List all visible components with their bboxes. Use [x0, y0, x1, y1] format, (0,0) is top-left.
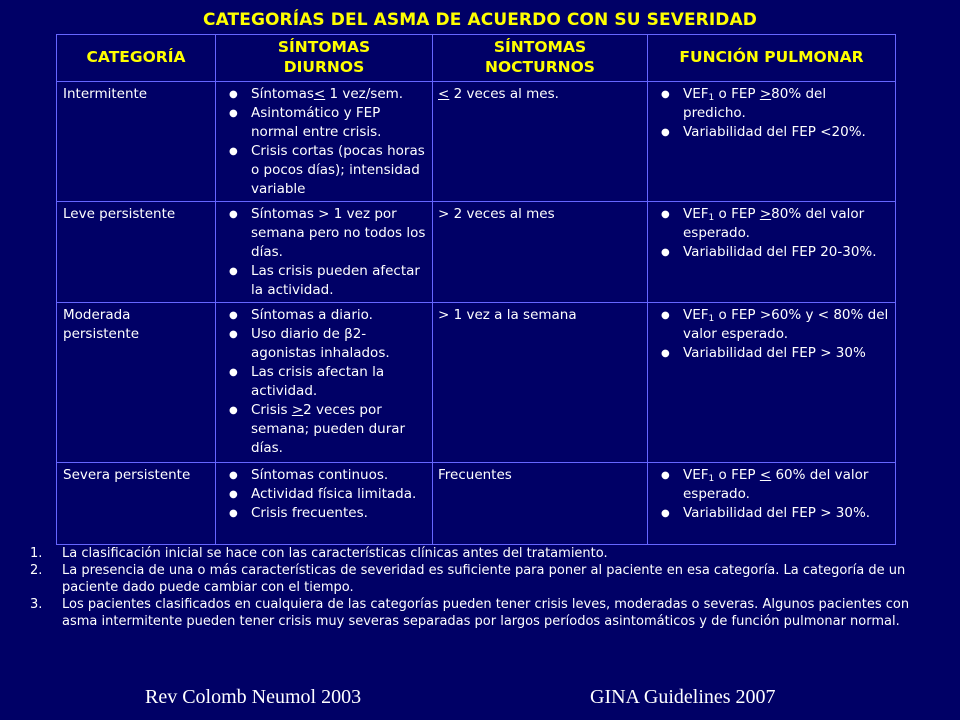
funcion-cell: [648, 202, 896, 303]
bullet-icon: ●: [229, 405, 238, 416]
footnote: 3. Los pacientes clasificados en cualquiera de las categorías pueden tener crisis leves, moderadas o severas. Algunos pacientes con asma intermitente pueden tener crisis muy severas separadas por largos períodos asintomáticos y de función pulmonar normal.: [30, 597, 910, 629]
list-item: ● Variabilidad del FEP > 30%.: [661, 505, 871, 521]
bullet-icon: ●: [229, 310, 238, 321]
list-item: ● Crisis frecuentes.: [229, 505, 368, 521]
funcion-cell: [648, 303, 896, 463]
bullet-icon: ●: [661, 508, 670, 519]
category-cell: Moderada persistente: [57, 303, 216, 463]
bullet-icon: ●: [661, 89, 670, 100]
bullet-icon: ●: [229, 266, 238, 277]
list-item: ● Asintomático y FEP normal entre crisis.: [229, 105, 382, 140]
list-item: ● Uso diario de β2-agonistas inhalados.: [229, 326, 390, 361]
category-cell: Leve persistente: [57, 202, 216, 303]
footnotes: [30, 545, 930, 630]
source-right: GINA Guidelines 2007: [590, 686, 776, 708]
bullet-icon: ●: [661, 247, 670, 258]
bullet-icon: ●: [229, 146, 238, 157]
diurnos-cell: [216, 202, 433, 303]
bullet-icon: ●: [229, 209, 238, 220]
list-item: ● Actividad física limitada.: [229, 486, 417, 502]
nocturnos-cell: > 2 veces al mes: [433, 202, 648, 303]
bullet-icon: ●: [229, 108, 238, 119]
diurnos-cell: [216, 463, 433, 545]
bullet-icon: ●: [229, 329, 238, 340]
header-diurnos: SÍNTOMAS DIURNOS: [216, 35, 433, 82]
table-row: [57, 463, 896, 545]
table-header-row: [57, 35, 896, 82]
category-cell: Intermitente: [57, 82, 216, 202]
nocturnos-cell: > 1 vez a la semana: [433, 303, 648, 463]
bullet-icon: ●: [661, 470, 670, 481]
nocturnos-cell: < 2 veces al mes.: [433, 82, 648, 202]
bullet-icon: ●: [229, 489, 238, 500]
header-funcion: FUNCIÓN PULMONAR: [648, 35, 896, 82]
bullet-icon: ●: [661, 310, 670, 321]
header-nocturnos: SÍNTOMAS NOCTURNOS: [433, 35, 648, 82]
list-item: ● Crisis cortas (pocas horas o pocos días); intensidad variable: [229, 143, 425, 197]
table-row: [57, 82, 896, 202]
table-row: [57, 303, 896, 463]
bullet-icon: ●: [661, 348, 670, 359]
nocturnos-cell: Frecuentes: [433, 463, 648, 545]
list-item: ● $VEF_1$ o FEP >60% y < 80% del valor esperado.: [661, 307, 889, 342]
list-item: ● Síntomas continuos.: [229, 467, 389, 483]
list-item: ● $VEF_1$ o FEP >80% del predicho.: [661, 86, 827, 121]
list-item: ● Las crisis pueden afectar la actividad.: [229, 263, 420, 298]
bullet-icon: ●: [229, 470, 238, 481]
source-left: Rev Colomb Neumol 2003: [145, 686, 362, 708]
funcion-cell: [648, 463, 896, 545]
footnote: 1. La clasificación inicial se hace con las características clínicas antes del tratamiento.: [30, 546, 608, 561]
list-item: ● Variabilidad del FEP > 30%: [661, 345, 866, 361]
list-item: ● Variabilidad del FEP <20%.: [661, 124, 866, 140]
list-item: ● Síntomas > 1 vez por semana pero no todos los días.: [229, 206, 426, 260]
list-item: ● Síntomas< 1 vez/sem.: [229, 86, 404, 102]
list-item: ● Crisis >2 veces por semana; pueden durar días.: [229, 402, 406, 456]
header-categoria: CATEGORÍA: [57, 35, 216, 82]
bullet-icon: ●: [661, 127, 670, 138]
footnote: 2. La presencia de una o más características de severidad es suficiente para poner al paciente en esa categoría. La categoría de un paciente dado puede cambiar con el tiempo.: [30, 563, 906, 595]
table-row: [57, 202, 896, 303]
funcion-cell: [648, 82, 896, 202]
bullet-icon: ●: [229, 367, 238, 378]
list-item: ● Variabilidad del FEP 20-30%.: [661, 244, 877, 260]
list-item: ● Síntomas a diario.: [229, 307, 373, 323]
category-cell: Severa persistente: [57, 463, 216, 545]
bullet-icon: ●: [229, 508, 238, 519]
list-item: ● Las crisis afectan la actividad.: [229, 364, 385, 399]
list-item: ● $VEF_1$ o FEP < 60% del valor esperado.: [661, 467, 869, 502]
severity-table: [56, 34, 896, 545]
list-item: ● $VEF_1$ o FEP >80% del valor esperado.: [661, 206, 865, 241]
diurnos-cell: [216, 82, 433, 202]
diurnos-cell: [216, 303, 433, 463]
bullet-icon: ●: [229, 89, 238, 100]
bullet-icon: ●: [661, 209, 670, 220]
page-title: CATEGORÍAS DEL ASMA DE ACUERDO CON SU SEVERIDAD: [203, 10, 757, 30]
